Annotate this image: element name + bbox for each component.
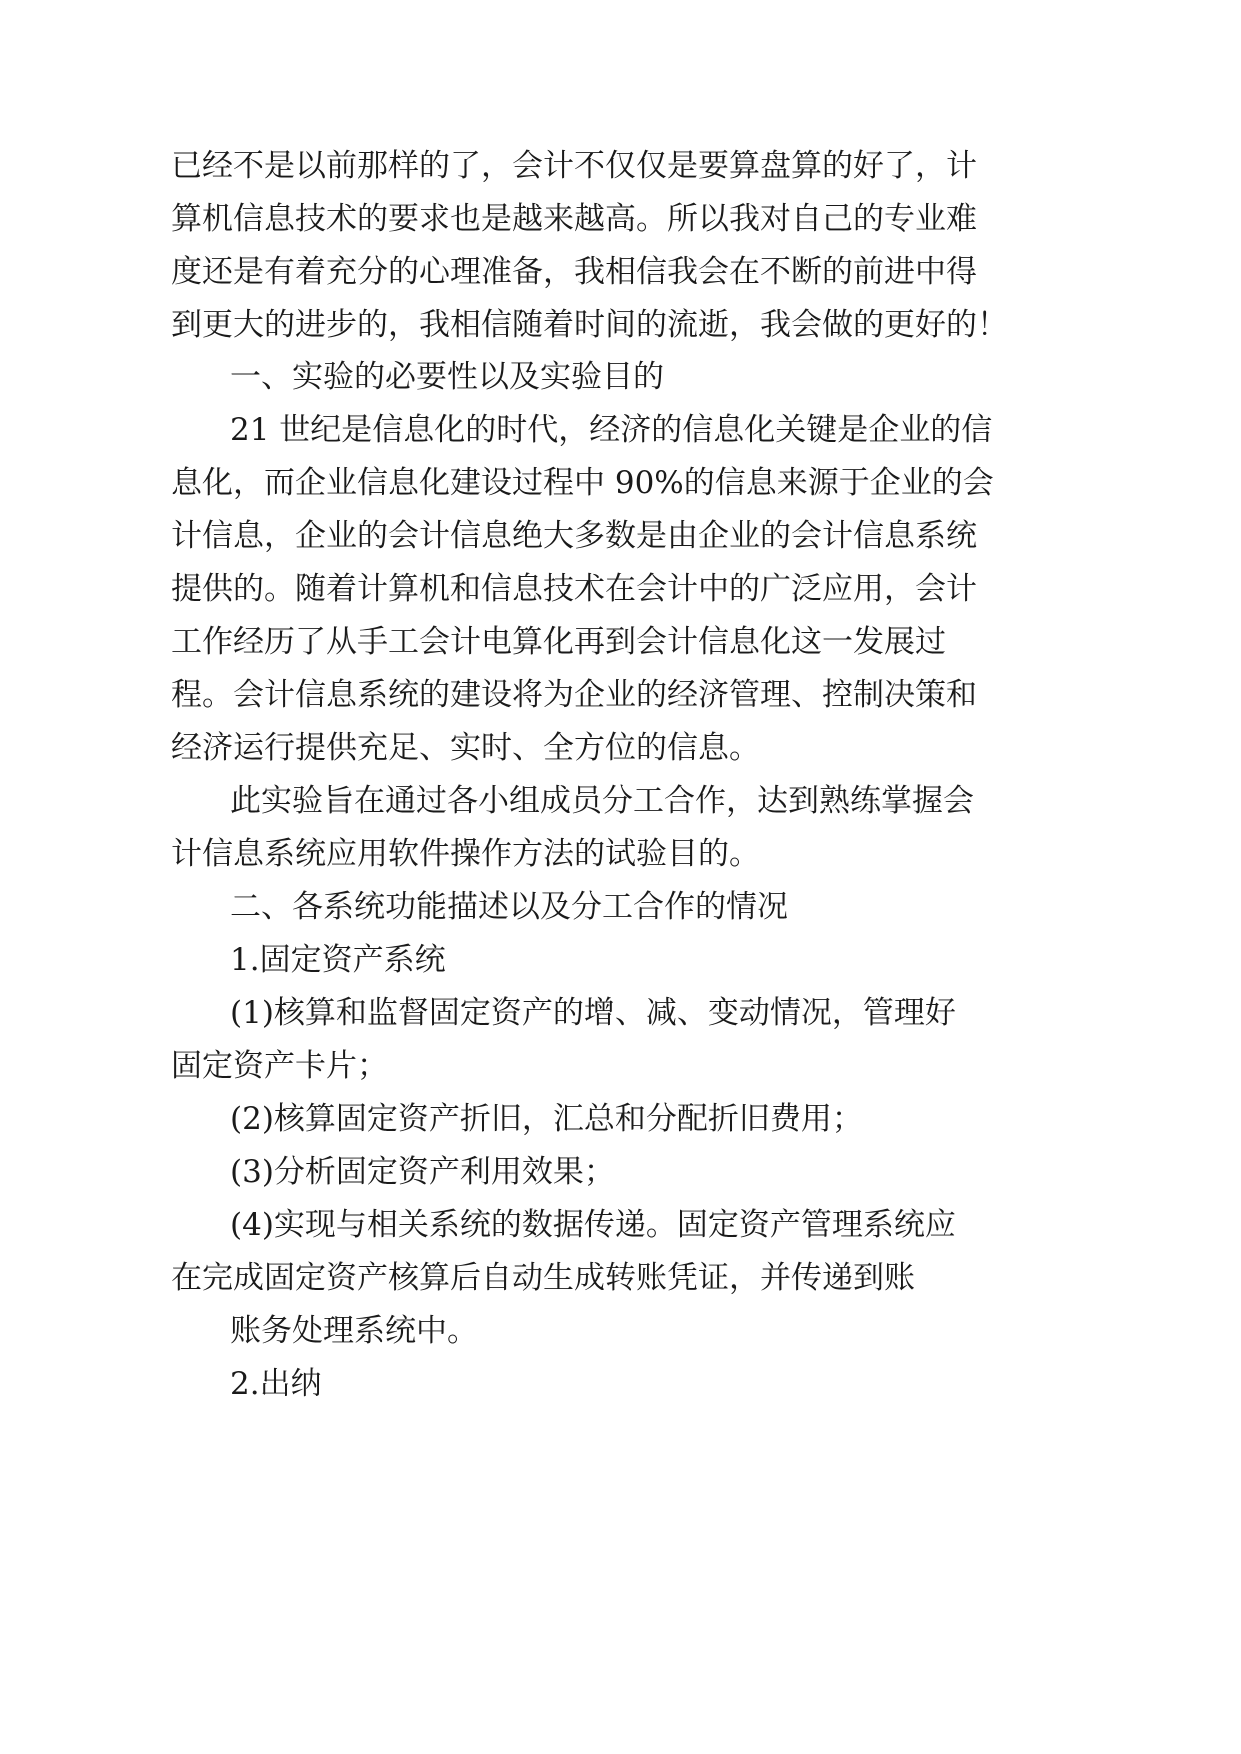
- text-line: 经济运行提供充足、实时、全方位的信息。: [171, 730, 760, 766]
- list-item: (1)核算和监督固定资产的增、减、变动情况，管理好: [230, 995, 956, 1031]
- text-line: 已经不是以前那样的了，会计不仅仅是要算盘算的好了，计: [171, 148, 977, 184]
- text-line: 度还是有着充分的心理准备，我相信我会在不断的前进中得: [171, 254, 977, 290]
- text-line: 计信息系统应用软件操作方法的试验目的。: [171, 836, 760, 872]
- section-heading-1: 一、实验的必要性以及实验目的: [230, 359, 664, 395]
- subsection-heading-1: 1.固定资产系统: [230, 942, 446, 978]
- list-item: (4)实现与相关系统的数据传递。固定资产管理系统应: [230, 1207, 956, 1243]
- text-line: 工作经历了从手工会计电算化再到会计信息化这一发展过: [171, 624, 946, 660]
- text-line: 账务处理系统中。: [230, 1313, 478, 1349]
- text-line: 此实验旨在通过各小组成员分工合作，达到熟练掌握会: [230, 783, 974, 819]
- subsection-heading-2: 2.出纳: [230, 1366, 322, 1402]
- text-line: 到更大的进步的，我相信随着时间的流逝，我会做的更好的！: [171, 307, 1008, 343]
- text-line: 在完成固定资产核算后自动生成转账凭证，并传递到账: [171, 1260, 915, 1296]
- section-heading-2: 二、各系统功能描述以及分工合作的情况: [230, 889, 788, 925]
- text-line: 提供的。随着计算机和信息技术在会计中的广泛应用，会计: [171, 571, 977, 607]
- text-line: 算机信息技术的要求也是越来越高。所以我对自己的专业难: [171, 201, 977, 237]
- text-line: 固定资产卡片；: [171, 1048, 388, 1084]
- list-item: (2)核算固定资产折旧，汇总和分配折旧费用；: [230, 1101, 863, 1137]
- text-line: 计信息，企业的会计信息绝大多数是由企业的会计信息系统: [171, 518, 977, 554]
- list-item: (3)分析固定资产利用效果；: [230, 1154, 615, 1190]
- text-line: 21 世纪是信息化的时代，经济的信息化关键是企业的信: [230, 412, 993, 448]
- text-line: 程。会计信息系统的建设将为企业的经济管理、控制决策和: [171, 677, 977, 713]
- text-line: 息化，而企业信息化建设过程中 90%的信息来源于企业的会: [171, 465, 994, 501]
